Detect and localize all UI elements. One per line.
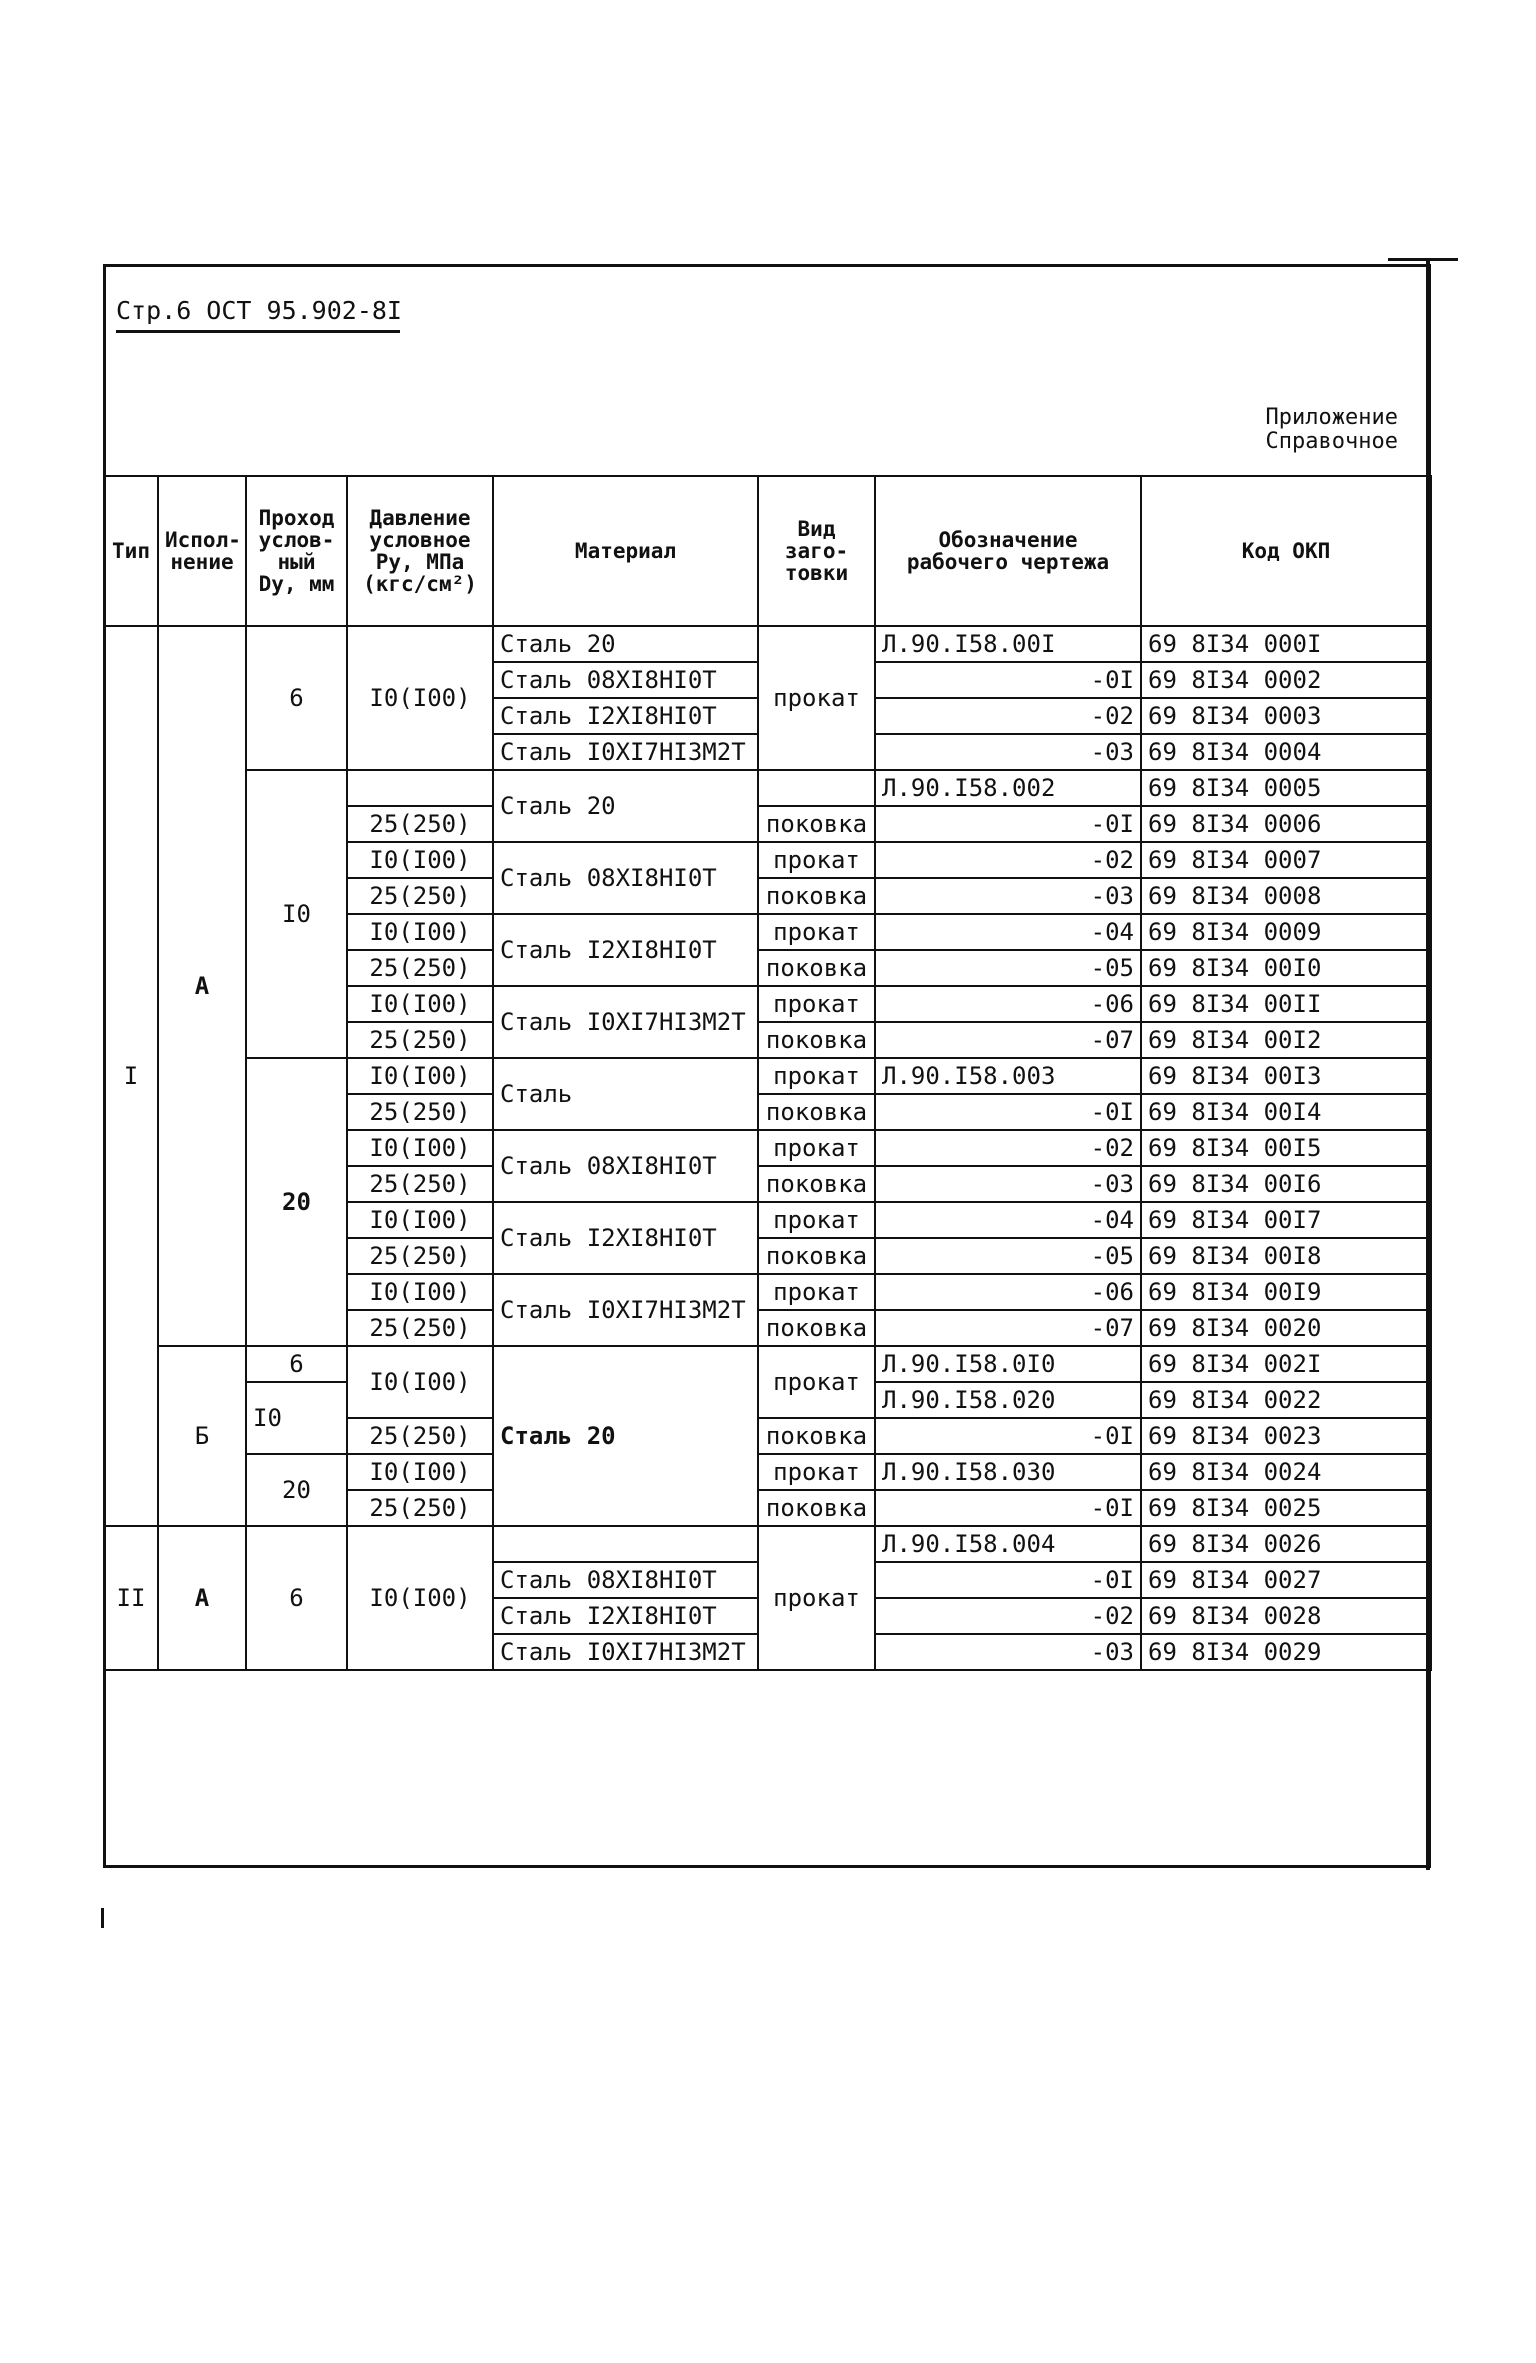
- blank-cell: поковка: [758, 1238, 875, 1274]
- okp-cell: 69 8I34 0025: [1141, 1490, 1431, 1526]
- execution-cell: А: [158, 626, 246, 1346]
- drawing-cell: -07: [875, 1022, 1141, 1058]
- drawing-cell: -02: [875, 698, 1141, 734]
- okp-cell: 69 8I34 00I3: [1141, 1058, 1431, 1094]
- okp-cell: 69 8I34 0009: [1141, 914, 1431, 950]
- okp-cell: 69 8I34 00I7: [1141, 1202, 1431, 1238]
- okp-cell: 69 8I34 0026: [1141, 1526, 1431, 1562]
- pressure-cell: 25(250): [347, 1166, 493, 1202]
- okp-cell: 69 8I34 002I: [1141, 1346, 1431, 1382]
- okp-cell: 69 8I34 0002: [1141, 662, 1431, 698]
- pressure-cell: 25(250): [347, 878, 493, 914]
- blank-cell: прокат: [758, 1454, 875, 1490]
- material-cell: Сталь: [493, 1058, 758, 1130]
- okp-cell: 69 8I34 0023: [1141, 1418, 1431, 1454]
- material-cell: Сталь 08XI8HI0T: [493, 1130, 758, 1202]
- okp-cell: 69 8I34 0022: [1141, 1382, 1431, 1418]
- drawing-cell: -0I: [875, 806, 1141, 842]
- okp-cell: 69 8I34 00I9: [1141, 1274, 1431, 1310]
- okp-cell: 69 8I34 000I: [1141, 626, 1431, 662]
- blank-cell: прокат: [758, 1346, 875, 1418]
- drawing-cell: -04: [875, 1202, 1141, 1238]
- material-cell: Сталь I0XI7HI3M2T: [493, 734, 758, 770]
- okp-cell: 69 8I34 0028: [1141, 1598, 1431, 1634]
- passage-cell: 6: [246, 626, 347, 770]
- okp-cell: 69 8I34 00I8: [1141, 1238, 1431, 1274]
- okp-cell: 69 8I34 00I4: [1141, 1094, 1431, 1130]
- appendix-line-1: Приложение: [1265, 405, 1398, 430]
- header-passage: Проход услов-ный Dу, мм: [246, 476, 347, 626]
- okp-cell: 69 8I34 0024: [1141, 1454, 1431, 1490]
- blank-cell: прокат: [758, 914, 875, 950]
- pressure-cell: 25(250): [347, 1490, 493, 1526]
- blank-cell: поковка: [758, 1310, 875, 1346]
- drawing-cell: -0I: [875, 662, 1141, 698]
- drawing-cell: -04: [875, 914, 1141, 950]
- okp-cell: 69 8I34 0007: [1141, 842, 1431, 878]
- table-row: [104, 1058, 1431, 1094]
- okp-cell: 69 8I34 00I2: [1141, 1022, 1431, 1058]
- okp-cell: 69 8I34 0027: [1141, 1562, 1431, 1598]
- passage-cell: 20: [246, 1454, 347, 1526]
- header-blank: Вид заго-товки: [758, 476, 875, 626]
- pressure-cell: I0(I00): [347, 842, 493, 878]
- blank-cell: прокат: [758, 1130, 875, 1166]
- material-cell: Сталь 08XI8HI0T: [493, 662, 758, 698]
- drawing-cell: -07: [875, 1310, 1141, 1346]
- blank-cell: поковка: [758, 950, 875, 986]
- drawing-cell: -05: [875, 1238, 1141, 1274]
- drawing-cell: -0I: [875, 1562, 1141, 1598]
- material-cell: Сталь I0XI7HI3M2T: [493, 1274, 758, 1346]
- header-execution: Испол-нение: [158, 476, 246, 626]
- pressure-cell: 25(250): [347, 1094, 493, 1130]
- appendix-line-2: Справочное: [1265, 429, 1398, 454]
- table-header-row: [104, 476, 1431, 626]
- drawing-cell: Л.90.I58.00I: [875, 626, 1141, 662]
- okp-cell: 69 8I34 0020: [1141, 1310, 1431, 1346]
- okp-cell: 69 8I34 0006: [1141, 806, 1431, 842]
- drawing-cell: Л.90.I58.003: [875, 1058, 1141, 1094]
- okp-cell: 69 8I34 0008: [1141, 878, 1431, 914]
- pressure-cell: 25(250): [347, 1022, 493, 1058]
- pressure-cell: I0(I00): [347, 986, 493, 1022]
- material-cell: Сталь I2XI8HI0T: [493, 1202, 758, 1274]
- blank-cell: прокат: [758, 986, 875, 1022]
- material-cell: Сталь I0XI7HI3M2T: [493, 986, 758, 1058]
- table-row: [104, 1526, 1431, 1562]
- pressure-cell: I0(I00): [347, 1202, 493, 1238]
- drawing-cell: Л.90.I58.002: [875, 770, 1141, 806]
- blank-cell: прокат: [758, 1274, 875, 1310]
- page-reference: Стр.6 ОСТ 95.902-8I: [116, 296, 402, 325]
- pressure-cell: 25(250): [347, 806, 493, 842]
- okp-cell: 69 8I34 00II: [1141, 986, 1431, 1022]
- blank-cell: прокат: [758, 1202, 875, 1238]
- table-row: [104, 1454, 1431, 1490]
- passage-cell: I0: [246, 770, 347, 1058]
- passage-cell: I0: [246, 1382, 347, 1454]
- appendix-label: [1266, 406, 1398, 454]
- pressure-cell: [347, 770, 493, 806]
- drawing-cell: -03: [875, 878, 1141, 914]
- material-cell: Сталь 20: [493, 626, 758, 662]
- pressure-cell: 25(250): [347, 1310, 493, 1346]
- drawing-cell: Л.90.I58.020: [875, 1382, 1141, 1418]
- passage-cell: 20: [246, 1058, 347, 1346]
- drawing-cell: Л.90.I58.0I0: [875, 1346, 1141, 1382]
- okp-cell: 69 8I34 00I5: [1141, 1130, 1431, 1166]
- blank-cell: поковка: [758, 1418, 875, 1454]
- drawing-cell: -06: [875, 986, 1141, 1022]
- drawing-cell: -0I: [875, 1418, 1141, 1454]
- header-type: Тип: [104, 476, 158, 626]
- pressure-cell: 25(250): [347, 1238, 493, 1274]
- pressure-cell: I0(I00): [347, 1058, 493, 1094]
- okp-cell: 69 8I34 00I6: [1141, 1166, 1431, 1202]
- pressure-cell: 25(250): [347, 950, 493, 986]
- execution-cell: Б: [158, 1346, 246, 1526]
- blank-cell: прокат: [758, 1058, 875, 1094]
- material-cell: Сталь I0XI7HI3M2T: [493, 1634, 758, 1670]
- drawing-cell: -02: [875, 1598, 1141, 1634]
- drawing-cell: -0I: [875, 1094, 1141, 1130]
- okp-cell: 69 8I34 00I0: [1141, 950, 1431, 986]
- drawing-cell: -02: [875, 1130, 1141, 1166]
- drawing-cell: -03: [875, 734, 1141, 770]
- okp-cell: 69 8I34 0029: [1141, 1634, 1431, 1670]
- execution-cell: А: [158, 1526, 246, 1670]
- drawing-cell: Л.90.I58.030: [875, 1454, 1141, 1490]
- material-cell: Сталь 08XI8HI0T: [493, 1562, 758, 1598]
- type-cell: I: [104, 626, 158, 1526]
- passage-cell: 6: [246, 1526, 347, 1670]
- blank-cell: поковка: [758, 1490, 875, 1526]
- frame-top-extension: [1388, 258, 1458, 261]
- material-cell: Сталь 20: [493, 770, 758, 842]
- blank-cell: поковка: [758, 806, 875, 842]
- material-cell: [493, 1526, 758, 1562]
- type-cell: II: [104, 1526, 158, 1670]
- header-pressure: Давление условное Pу, МПа (кгс/см²): [347, 476, 493, 626]
- blank-cell: поковка: [758, 1022, 875, 1058]
- pressure-cell: I0(I00): [347, 1454, 493, 1490]
- blank-cell: поковка: [758, 1094, 875, 1130]
- material-cell: Сталь I2XI8HI0T: [493, 1598, 758, 1634]
- drawing-cell: -0I: [875, 1490, 1141, 1526]
- blank-cell: прокат: [758, 842, 875, 878]
- drawing-cell: Л.90.I58.004: [875, 1526, 1141, 1562]
- pressure-cell: I0(I00): [347, 1346, 493, 1418]
- drawing-cell: -03: [875, 1634, 1141, 1670]
- specification-table: [103, 475, 1432, 1671]
- header-okp: Код ОКП: [1141, 476, 1431, 626]
- header-material: Материал: [493, 476, 758, 626]
- table-row: [104, 770, 1431, 806]
- okp-cell: 69 8I34 0004: [1141, 734, 1431, 770]
- okp-cell: 69 8I34 0003: [1141, 698, 1431, 734]
- table-row: [104, 626, 1431, 662]
- blank-cell: прокат: [758, 626, 875, 770]
- okp-cell: 69 8I34 0005: [1141, 770, 1431, 806]
- material-cell: Сталь 20: [493, 1346, 758, 1526]
- drawing-cell: -05: [875, 950, 1141, 986]
- pressure-cell: I0(I00): [347, 1274, 493, 1310]
- pressure-cell: I0(I00): [347, 1526, 493, 1670]
- pressure-cell: 25(250): [347, 1418, 493, 1454]
- drawing-cell: -06: [875, 1274, 1141, 1310]
- material-cell: Сталь I2XI8HI0T: [493, 698, 758, 734]
- drawing-cell: -02: [875, 842, 1141, 878]
- passage-cell: 6: [246, 1346, 347, 1382]
- table-row: [104, 1346, 1431, 1382]
- blank-cell: поковка: [758, 878, 875, 914]
- scan-mark: [101, 1908, 104, 1928]
- material-cell: Сталь 08XI8HI0T: [493, 842, 758, 914]
- page-reference-underline: [116, 330, 400, 333]
- pressure-cell: I0(I00): [347, 914, 493, 950]
- blank-cell: прокат: [758, 1526, 875, 1670]
- blank-cell: поковка: [758, 1166, 875, 1202]
- header-drawing: Обозначение рабочего чертежа: [875, 476, 1141, 626]
- pressure-cell: I0(I00): [347, 626, 493, 770]
- blank-cell: [758, 770, 875, 806]
- drawing-cell: -03: [875, 1166, 1141, 1202]
- pressure-cell: I0(I00): [347, 1130, 493, 1166]
- material-cell: Сталь I2XI8HI0T: [493, 914, 758, 986]
